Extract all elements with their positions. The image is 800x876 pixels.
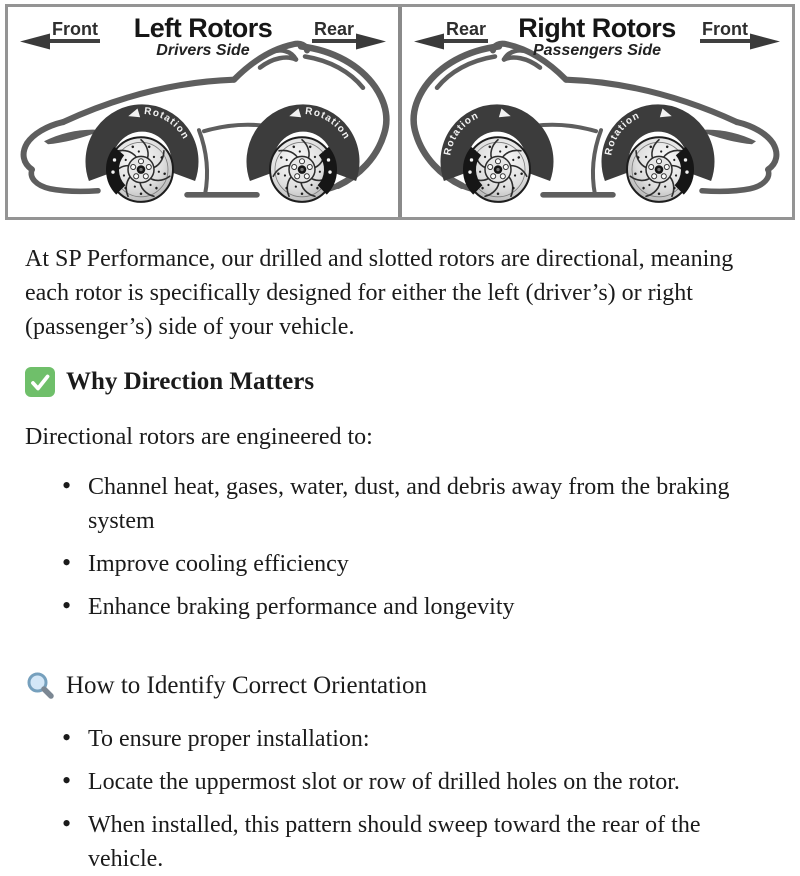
rotation-label: Rotation (304, 105, 353, 142)
arrow-tail (700, 39, 750, 43)
rotation-label: Rotation (442, 110, 481, 157)
direction-label: Front (702, 19, 748, 39)
rear-direction-indicator (446, 19, 486, 43)
panel-header (402, 14, 792, 59)
section-heading-identify-orientation (25, 670, 772, 702)
heading-text: How to Identify Correct Orientation (66, 672, 428, 699)
panel-left-rotors (8, 7, 398, 217)
list-item: • Improve cooling efficiency (62, 547, 772, 581)
panel-subtitle: Drivers Side (156, 42, 250, 59)
arrow-tail (444, 39, 488, 43)
rotor-direction-diagram (5, 4, 795, 220)
direction-label: Rear (313, 19, 354, 39)
panel-title: Left Rotors (133, 13, 273, 43)
article-content (0, 220, 800, 876)
direction-label: Front (52, 19, 98, 39)
list-item: • To ensure proper installation: (62, 722, 772, 756)
front-direction-indicator (702, 19, 748, 43)
front-direction-indicator (52, 19, 98, 43)
rotation-label: Rotation (603, 110, 642, 157)
left-arrow-icon (414, 33, 444, 50)
right-arrow-icon (356, 33, 386, 50)
magnifying-glass-icon (25, 671, 55, 701)
list-item: • Locate the uppermost slot or row of drilled holes on the rotor. (62, 765, 772, 799)
intro-paragraph: At SP Performance, our drilled and slotted rotors are directional, meaning each rotor is specifically designed for either the left (driver’s) or right (passenger’s) side of your vehicle. (25, 246, 734, 340)
arrow-tail (312, 39, 356, 43)
left-arrow-icon (20, 33, 50, 50)
lead-paragraph: Directional rotors are engineered to: (25, 424, 373, 450)
panel-right-rotors (402, 7, 792, 217)
section-heading-why-direction-matters (25, 366, 772, 398)
right-arrow-icon (750, 33, 780, 50)
direction-label: Rear (446, 19, 487, 39)
rotation-label: Rotation (143, 105, 192, 142)
panel-title: Right Rotors (518, 13, 676, 43)
heading-text: Why Direction Matters (66, 368, 315, 395)
rear-direction-indicator (314, 19, 354, 43)
list-item: • When installed, this pattern should sweep toward the rear of the vehicle. (62, 808, 772, 876)
list-item: • Channel heat, gases, water, dust, and debris away from the braking system (62, 470, 772, 538)
list-item: • Enhance braking performance and longevity (62, 590, 772, 624)
panel-header (8, 14, 398, 59)
check-mark-icon (25, 367, 55, 397)
benefits-list (25, 470, 772, 624)
panel-subtitle: Passengers Side (532, 42, 662, 59)
steps-list (25, 722, 772, 876)
arrow-tail (50, 39, 100, 43)
